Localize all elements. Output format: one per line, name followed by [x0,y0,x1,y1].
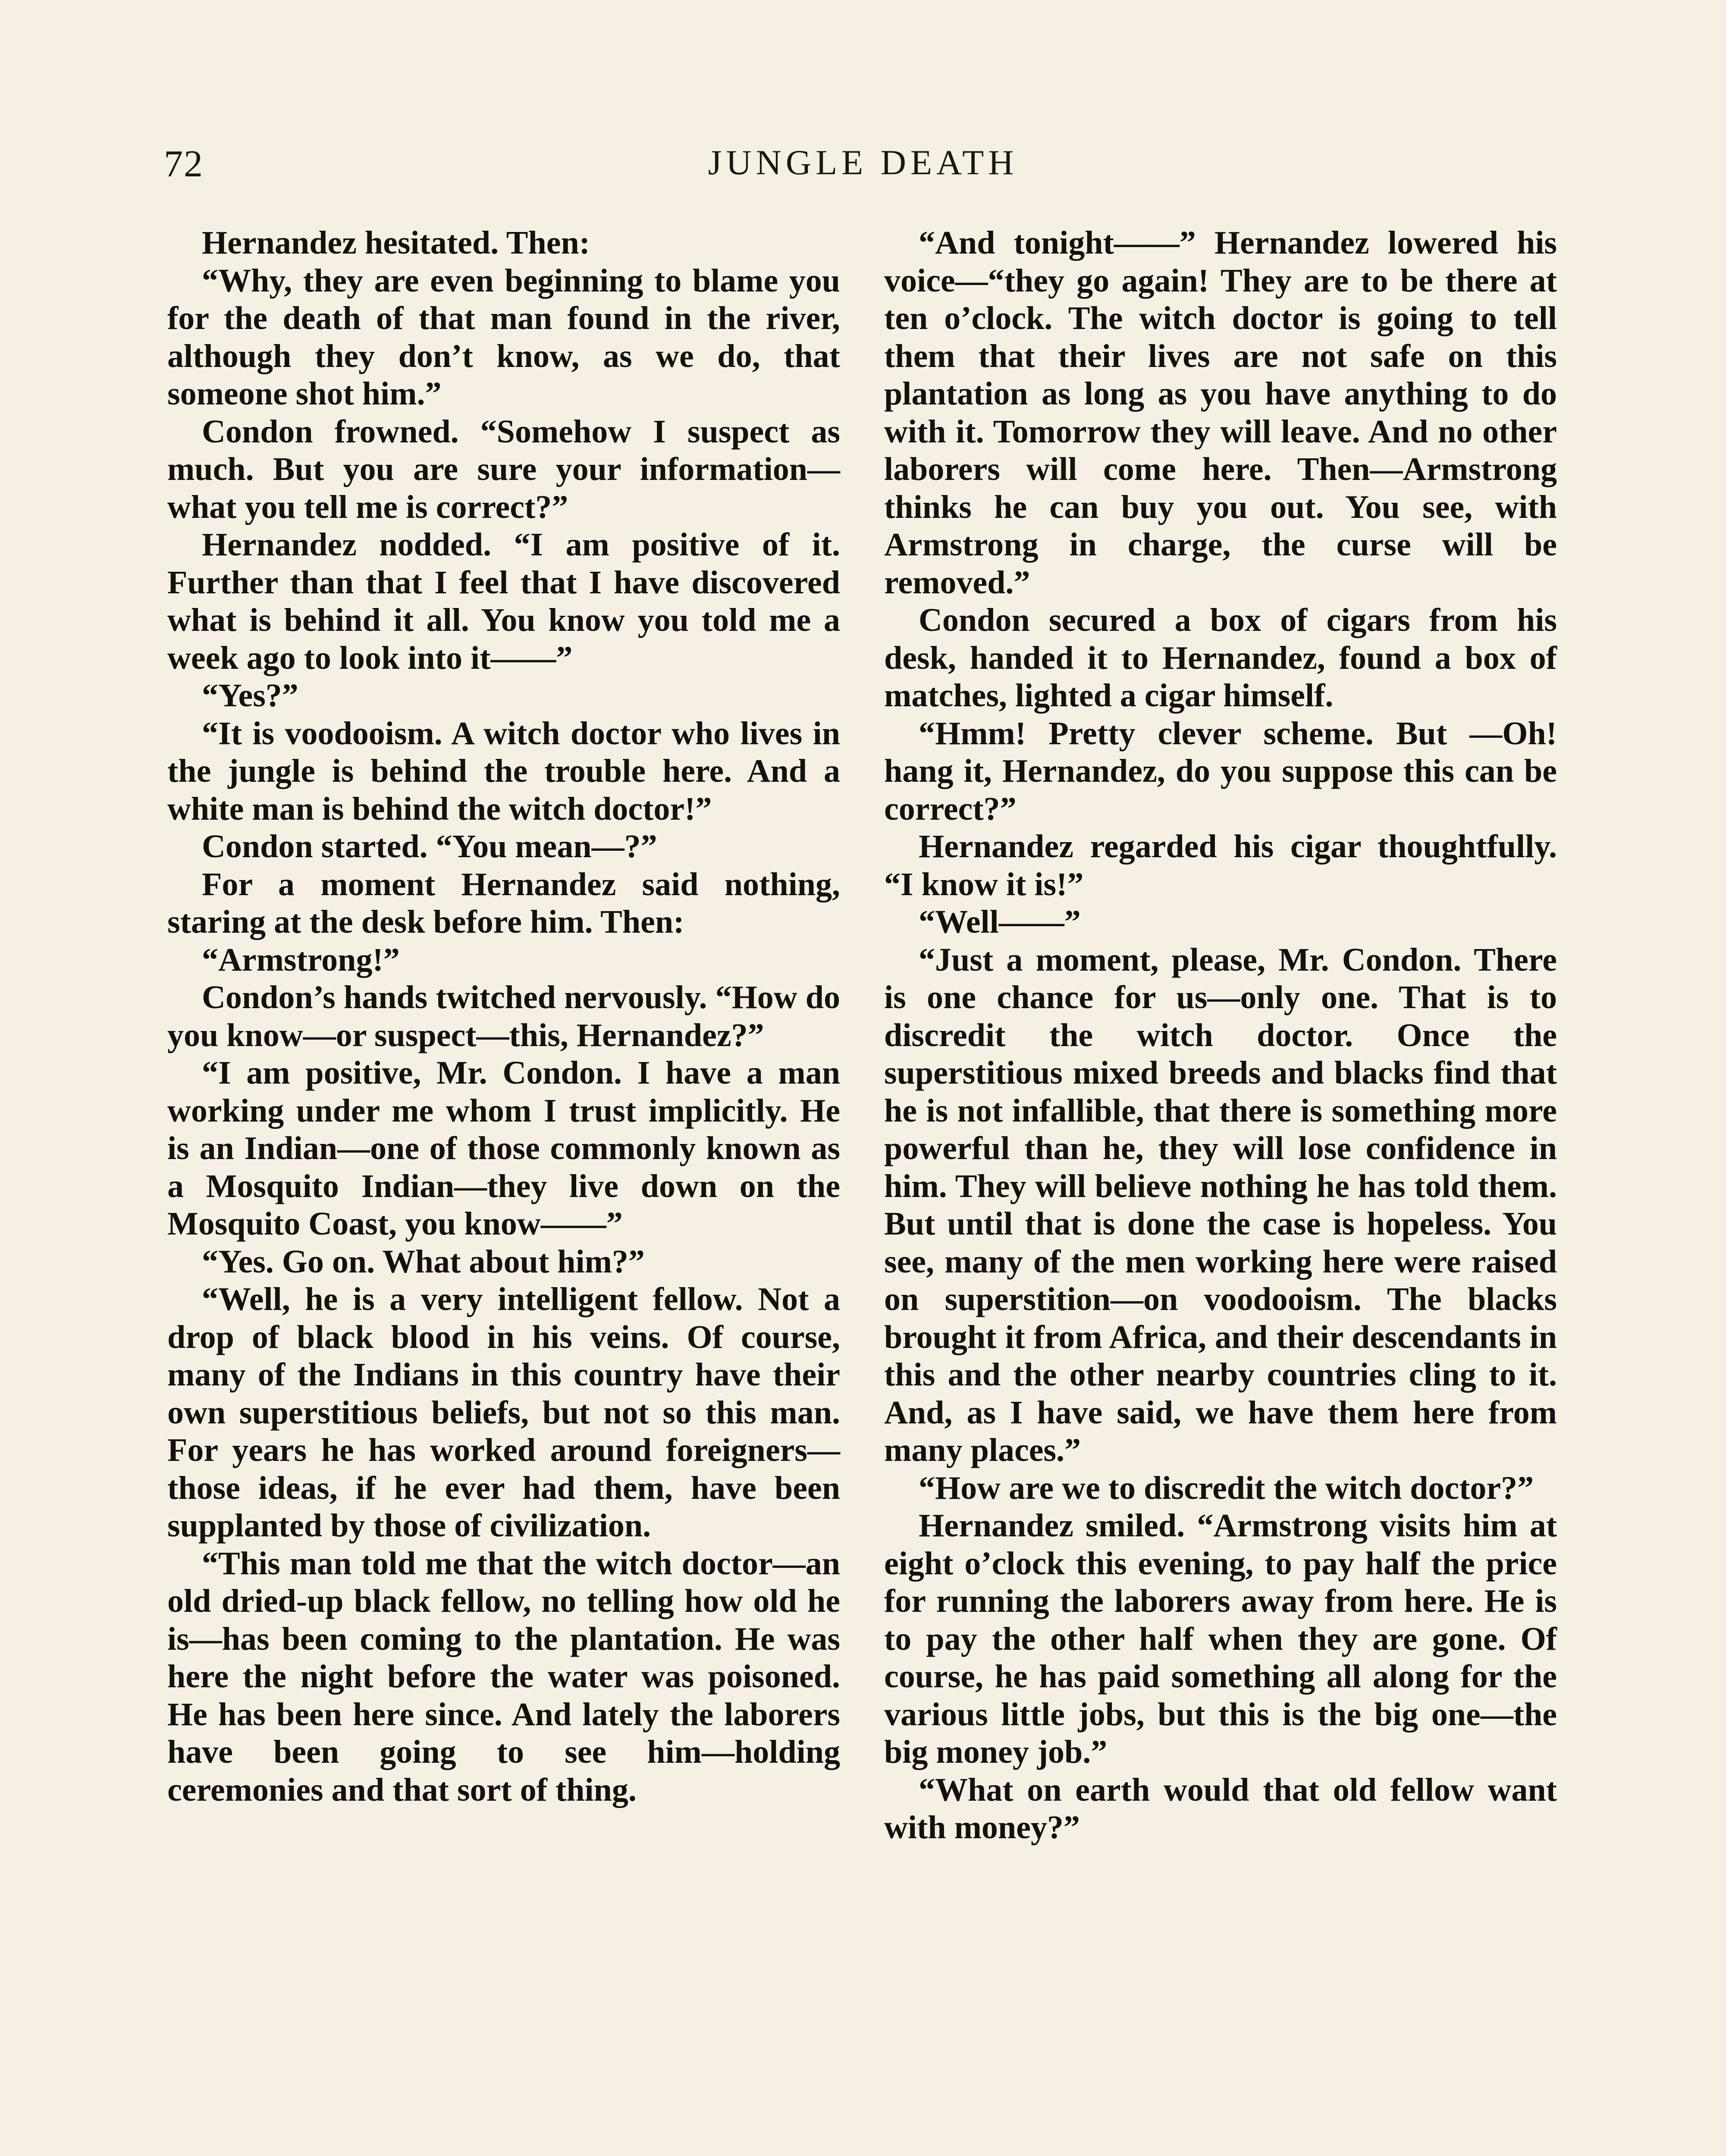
paragraph: “Hmm! Pretty clever scheme. But —Oh! hang it, Hernandez, do you suppose this can be correct?” [884,715,1557,827]
paragraph: “And tonight——” Hernandez lowered his voice—“they go again! They are to be there at ten o’clock. The witch doctor is going to tell them that their lives are not safe on this plantation as long as you have anything to do with it. Tomorrow they will leave. And no other laborers will come here. Then—Armstrong thinks he can buy you out. You see, with Armstrong in charge, the curse will be removed.” [884,225,1557,601]
paragraph: Condon started. “You mean—?” [202,828,657,865]
paragraph: “It is voodooism. A witch doctor who lives in the jungle is behind the trouble here. And a white man is behind the witch doctor!” [167,715,840,827]
paragraph: “Armstrong!” [202,941,400,978]
paragraph: Condon secured a box of cigars from his desk, handed it to Hernandez, found a box of matches, lighted a cigar himself. [884,602,1557,714]
paragraph: “Just a moment, please, Mr. Condon. There is one chance for us—only one. That is to discredit the witch doctor. Once the superstitious mixed breeds and blacks find that he is not infallible, that there is something more powerful than he, they will lose confidence in him. They will believe nothing he has told them. But until that is done the case is hopeless. You see, many of the men working here were raised on superstition—on voodooism. The blacks brought it from Africa, and their descendants in this and the other nearby countries cling to it. And, as I have said, we have them here from many places.” [884,941,1557,1468]
right-column [884,224,1557,1847]
paragraph: Condon frowned. “Somehow I suspect as much. But you are sure your information—what you tell me is correct?” [167,413,840,525]
paragraph: For a moment Hernandez said nothing, staring at the desk before him. Then: [167,866,840,940]
paragraph: “How are we to discredit the witch doctor?” [919,1470,1534,1506]
page-header [0,142,1726,194]
paragraph: “Yes?” [202,677,298,714]
paragraph: Hernandez hesitated. Then: [202,225,590,261]
running-title: JUNGLE DEATH [708,143,1018,182]
left-column [167,224,840,1809]
paragraph: “Well, he is a very intelligent fellow. Not a drop of black blood in his veins. Of course, many of the Indians in this country have their own superstitious beliefs, but not so this man. For years he has worked around foreigners—those ideas, if he ever had them, have been supplanted by those of civilization. [167,1281,840,1544]
paragraph: “Yes. Go on. What about him?” [202,1243,645,1280]
paragraph: “What on earth would that old fellow want with money?” [884,1771,1557,1846]
paragraph: Hernandez regarded his cigar thoughtfully. “I know it is!” [884,828,1557,903]
paragraph: Hernandez nodded. “I am positive of it. Further than that I feel that I have discovered what is behind it all. You know you told me a week ago to look into it——” [167,526,840,676]
paragraph: “This man told me that the witch doctor—an old dried-up black fellow, no telling how old he is—has been coming to the plantation. He was here the night before the water was poisoned. He has been here since. And lately the laborers have been going to see him—holding ceremonies and that sort of thing. [167,1545,840,1808]
paragraph: “I am positive, Mr. Condon. I have a man working under me whom I trust implicitly. He is an Indian—one of those commonly known as a Mosquito Indian—they live down on the Mosquito Coast, you know——” [167,1055,840,1242]
page-number: 72 [164,143,204,185]
paragraph: Hernandez smiled. “Armstrong visits him at eight o’clock this evening, to pay half the price for running the laborers away from here. He is to pay the other half when they are gone. Of course, he has paid something all along for the various little jobs, but this is the big one—the big money job.” [884,1507,1557,1770]
paragraph: “Well——” [919,904,1081,940]
paragraph: “Why, they are even beginning to blame you for the death of that man found in the river, although they don’t know, as we do, that someone shot him.” [167,262,840,412]
paragraph: Condon’s hands twitched nervously. “How do you know—or suspect—this, Hernandez?” [167,979,840,1053]
